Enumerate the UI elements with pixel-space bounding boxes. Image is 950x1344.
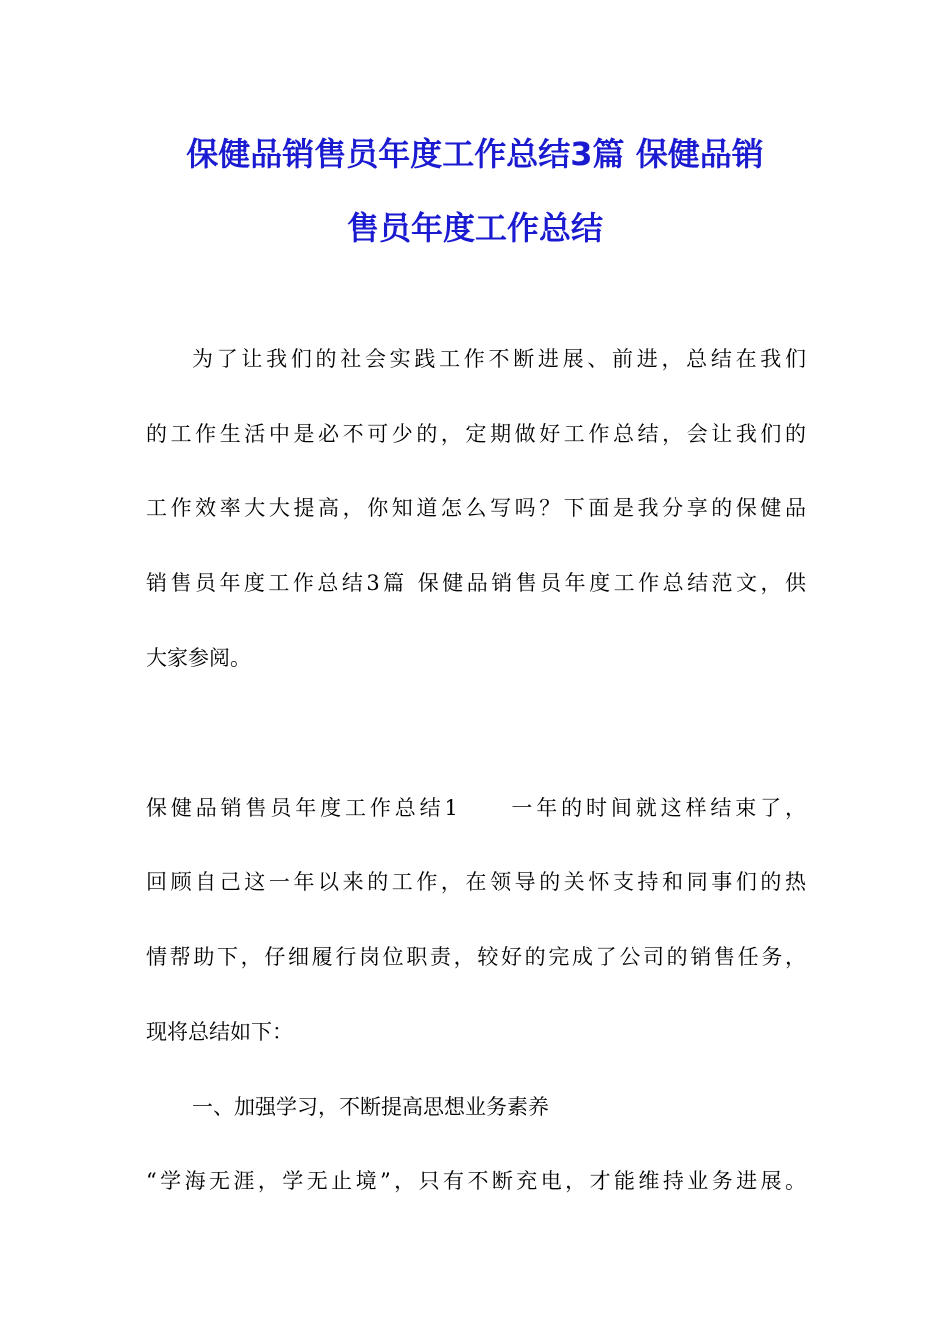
section1-line-4: 现将总结如下： — [146, 1020, 293, 1044]
intro-line-1: 为了让我们的社会实践工作不断进展、前进，总结在我们 — [192, 347, 806, 371]
intro-line-5: 大家参阅。 — [146, 646, 251, 670]
document-title-line-1: 保健品销售员年度工作总结3篇 保健品销 — [186, 135, 764, 173]
section1-line-2: 回顾自己这一年以来的工作，在领导的关怀支持和同事们的热 — [146, 870, 806, 894]
document-title-line-2: 售员年度工作总结 — [346, 209, 603, 247]
intro-line-3: 工作效率大大提高，你知道怎么写吗？下面是我分享的保健品 — [146, 496, 806, 520]
section-heading-1: 一、加强学习，不断提高思想业务素养 — [192, 1095, 549, 1119]
section1-line-1: 保健品销售员年度工作总结1 一年的时间就这样结束了， — [146, 796, 806, 820]
intro-line-2: 的工作生活中是必不可少的，定期做好工作总结，会让我们的 — [146, 422, 806, 446]
section1-line-3: 情帮助下，仔细履行岗位职责，较好的完成了公司的销售任务， — [146, 945, 806, 969]
intro-line-4: 销售员年度工作总结3篇 保健品销售员年度工作总结范文，供 — [146, 571, 806, 595]
quote-line: “学海无涯，学无止境”，只有不断充电，才能维持业务进展。 — [146, 1169, 806, 1193]
